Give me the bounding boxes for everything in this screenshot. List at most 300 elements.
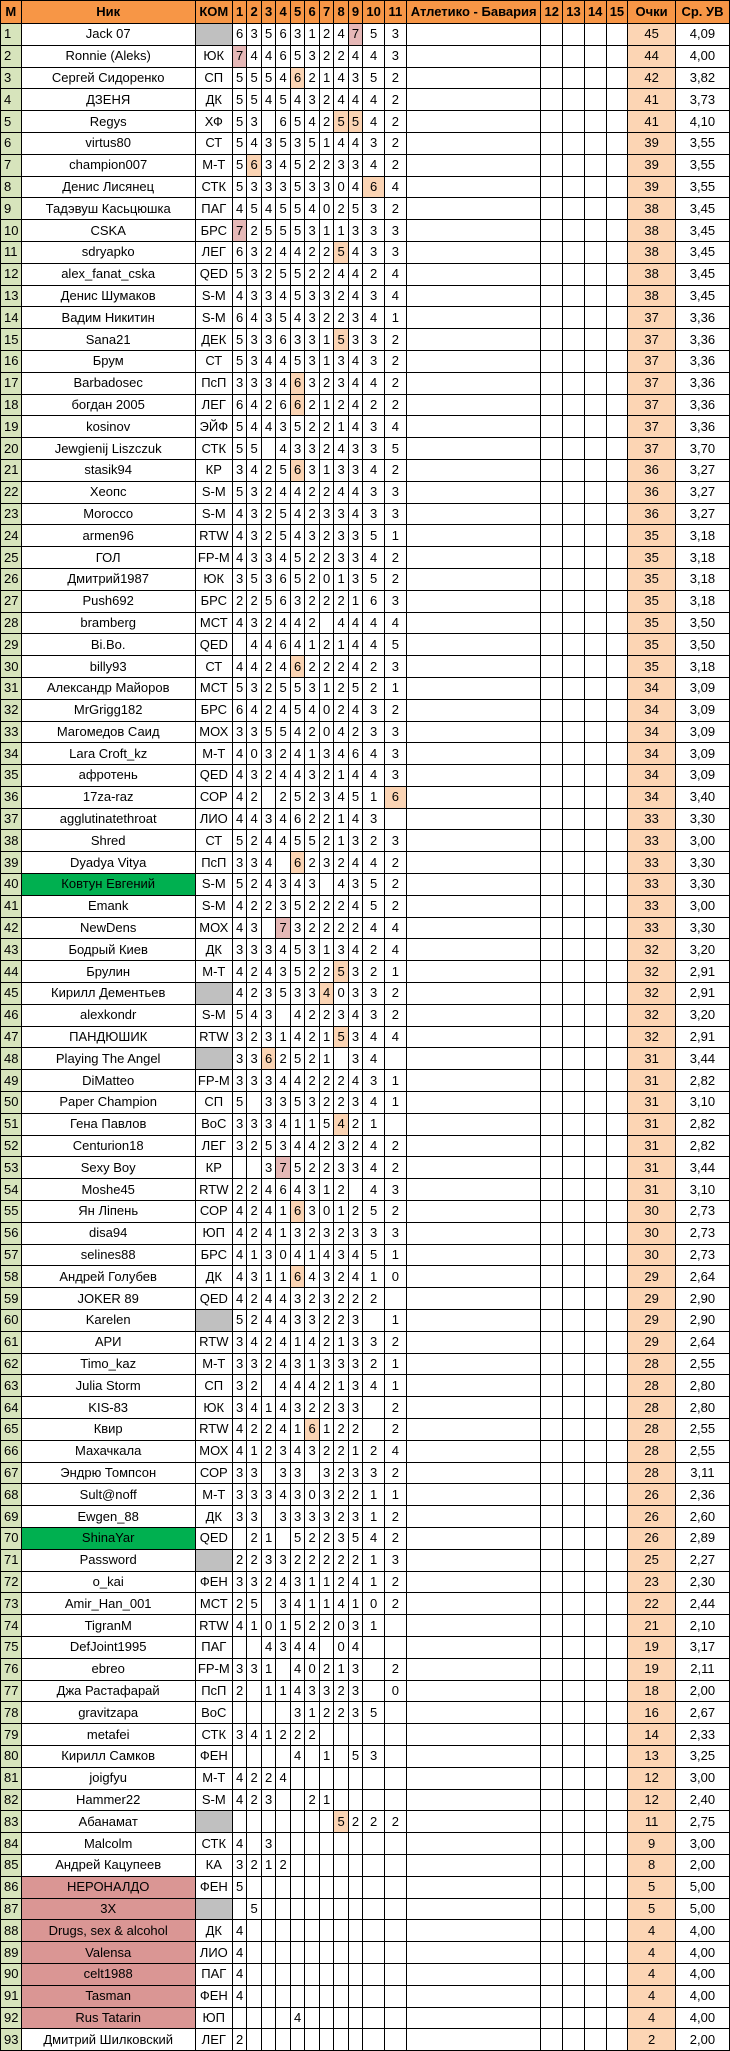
round-score-cell: 4 bbox=[348, 263, 362, 285]
round-score-cell: 2 bbox=[305, 721, 319, 743]
round-score-cell bbox=[541, 677, 563, 699]
round-score-cell bbox=[584, 198, 606, 220]
round-score-cell: 3 bbox=[276, 1440, 290, 1462]
round-score-cell bbox=[606, 307, 628, 329]
round-score-cell: 1 bbox=[319, 939, 333, 961]
round-score-cell bbox=[606, 67, 628, 89]
round-score-cell bbox=[385, 1942, 407, 1964]
round-score-cell: 4 bbox=[334, 786, 348, 808]
round-score-cell bbox=[563, 721, 585, 743]
round-score-cell bbox=[334, 1963, 348, 1985]
round-score-cell bbox=[541, 89, 563, 111]
table-row bbox=[1, 1179, 730, 1201]
round-score-cell: 4 bbox=[305, 111, 319, 133]
round-score-cell: 1 bbox=[319, 1571, 333, 1593]
rank-cell: 89 bbox=[1, 1942, 22, 1964]
points-cell: 4 bbox=[628, 1920, 676, 1942]
round-score-cell: 4 bbox=[232, 1288, 246, 1310]
round-score-cell: 0 bbox=[319, 568, 333, 590]
round-score-cell: 1 bbox=[319, 1179, 333, 1201]
round-score-cell: 3 bbox=[247, 263, 261, 285]
round-score-cell bbox=[261, 1745, 275, 1767]
round-score-cell: 7 bbox=[232, 45, 246, 67]
round-score-cell: 4 bbox=[385, 612, 407, 634]
round-score-cell: 3 bbox=[319, 176, 333, 198]
table-row bbox=[1, 590, 730, 612]
nickname-cell: disa94 bbox=[21, 1222, 195, 1244]
team-cell: RTW bbox=[195, 1026, 232, 1048]
round-score-cell bbox=[606, 372, 628, 394]
round-score-cell bbox=[276, 1658, 290, 1680]
points-cell: 8 bbox=[628, 1854, 676, 1876]
round-score-cell: 1 bbox=[319, 132, 333, 154]
nickname-cell: Дмитрий Шилковский bbox=[21, 2029, 195, 2051]
round-score-cell: 3 bbox=[319, 1462, 333, 1484]
table-row bbox=[1, 1070, 730, 1092]
round-score-cell bbox=[541, 263, 563, 285]
round-score-cell bbox=[563, 1135, 585, 1157]
round-score-cell: 2 bbox=[385, 1157, 407, 1179]
round-score-cell: 2 bbox=[305, 656, 319, 678]
team-cell: СП bbox=[195, 1092, 232, 1114]
match-cell bbox=[406, 1135, 541, 1157]
round-score-cell bbox=[584, 416, 606, 438]
round-score-cell: 4 bbox=[363, 612, 385, 634]
round-score-cell bbox=[541, 721, 563, 743]
round-score-cell: 2 bbox=[334, 1462, 348, 1484]
rank-cell: 78 bbox=[1, 1702, 22, 1724]
round-score-cell: 3 bbox=[276, 874, 290, 896]
average-cell: 2,80 bbox=[675, 1375, 729, 1397]
nickname-cell: Тадэвуш Касьцюшка bbox=[21, 198, 195, 220]
round-score-cell: 3 bbox=[232, 1048, 246, 1070]
round-score-cell: 2 bbox=[319, 241, 333, 263]
round-score-cell: 2 bbox=[363, 656, 385, 678]
round-score-cell: 2 bbox=[385, 983, 407, 1005]
round-score-cell: 4 bbox=[334, 481, 348, 503]
round-score-cell bbox=[541, 1985, 563, 2007]
rank-cell: 54 bbox=[1, 1179, 22, 1201]
round-score-cell: 4 bbox=[348, 503, 362, 525]
round-score-cell: 2 bbox=[334, 917, 348, 939]
nickname-cell: Кирилл Самков bbox=[21, 1745, 195, 1767]
round-score-cell: 2 bbox=[319, 634, 333, 656]
round-score-cell bbox=[563, 1440, 585, 1462]
round-score-cell: 3 bbox=[305, 939, 319, 961]
round-score-cell: 4 bbox=[363, 45, 385, 67]
round-score-cell: 5 bbox=[290, 547, 304, 569]
round-score-cell: 1 bbox=[385, 1375, 407, 1397]
round-score-cell: 5 bbox=[247, 1898, 261, 1920]
round-score-cell: 1 bbox=[305, 1353, 319, 1375]
match-cell bbox=[406, 677, 541, 699]
round-score-cell bbox=[261, 1920, 275, 1942]
round-score-cell bbox=[606, 1092, 628, 1114]
round-score-cell bbox=[363, 1680, 385, 1702]
round-score-cell: 2 bbox=[305, 590, 319, 612]
round-score-cell: 3 bbox=[348, 459, 362, 481]
table-row bbox=[1, 1942, 730, 1964]
round-score-cell: 2 bbox=[247, 1026, 261, 1048]
round-score-cell: 2 bbox=[385, 895, 407, 917]
match-cell bbox=[406, 765, 541, 787]
nickname-cell: ДЗЕНЯ bbox=[21, 89, 195, 111]
round-score-cell: 3 bbox=[247, 176, 261, 198]
round-score-cell bbox=[541, 1353, 563, 1375]
round-score-cell: 2 bbox=[319, 481, 333, 503]
round-score-cell bbox=[261, 917, 275, 939]
round-score-cell bbox=[290, 1767, 304, 1789]
round-score-cell: 4 bbox=[348, 176, 362, 198]
table-row bbox=[1, 1288, 730, 1310]
round-score-cell: 2 bbox=[348, 917, 362, 939]
round-score-cell: 3 bbox=[305, 1440, 319, 1462]
round-score-cell: 4 bbox=[363, 743, 385, 765]
round-score-cell: 3 bbox=[290, 1506, 304, 1528]
round-score-cell: 4 bbox=[348, 350, 362, 372]
round-score-cell bbox=[385, 1745, 407, 1767]
round-score-cell bbox=[606, 547, 628, 569]
round-score-cell bbox=[363, 1985, 385, 2007]
round-score-cell bbox=[606, 1375, 628, 1397]
round-score-cell bbox=[385, 1789, 407, 1811]
round-score-cell: 3 bbox=[261, 1113, 275, 1135]
round-score-cell: 3 bbox=[247, 1462, 261, 1484]
round-score-cell: 4 bbox=[232, 983, 246, 1005]
round-score-cell: 6 bbox=[290, 1266, 304, 1288]
round-score-cell: 4 bbox=[276, 154, 290, 176]
round-score-cell: 5 bbox=[290, 1615, 304, 1637]
round-score-cell bbox=[348, 1854, 362, 1876]
table-row bbox=[1, 874, 730, 896]
round-score-cell: 2 bbox=[305, 961, 319, 983]
round-score-cell bbox=[606, 1876, 628, 1898]
round-score-cell bbox=[563, 1266, 585, 1288]
round-score-cell bbox=[563, 176, 585, 198]
round-score-cell bbox=[385, 2007, 407, 2029]
round-score-cell bbox=[584, 852, 606, 874]
round-score-cell bbox=[319, 1767, 333, 1789]
round-score-cell: 2 bbox=[261, 263, 275, 285]
round-score-cell: 1 bbox=[305, 1702, 319, 1724]
round-score-cell: 0 bbox=[319, 1201, 333, 1223]
rank-cell: 74 bbox=[1, 1615, 22, 1637]
round-score-cell bbox=[584, 1288, 606, 1310]
round-score-cell: 4 bbox=[305, 1375, 319, 1397]
round-score-cell: 0 bbox=[319, 721, 333, 743]
round-score-cell: 5 bbox=[276, 525, 290, 547]
round-score-cell bbox=[584, 699, 606, 721]
table-row bbox=[1, 198, 730, 220]
round-score-cell: 2 bbox=[232, 1593, 246, 1615]
round-score-cell: 4 bbox=[348, 1244, 362, 1266]
round-score-cell bbox=[348, 2029, 362, 2051]
round-score-cell: 2 bbox=[334, 1506, 348, 1528]
round-score-cell: 4 bbox=[247, 307, 261, 329]
round-score-cell: 3 bbox=[348, 983, 362, 1005]
round-score-cell: 2 bbox=[334, 394, 348, 416]
round-score-cell bbox=[563, 1201, 585, 1223]
average-cell: 2,10 bbox=[675, 1615, 729, 1637]
round-score-cell: 2 bbox=[385, 1658, 407, 1680]
round-score-cell: 4 bbox=[232, 765, 246, 787]
round-score-cell: 2 bbox=[319, 1004, 333, 1026]
round-score-cell bbox=[232, 1157, 246, 1179]
round-score-cell: 3 bbox=[363, 1222, 385, 1244]
round-score-cell: 2 bbox=[305, 67, 319, 89]
round-score-cell bbox=[541, 45, 563, 67]
round-score-cell: 6 bbox=[276, 590, 290, 612]
round-score-cell: 5 bbox=[232, 263, 246, 285]
table-row bbox=[1, 1135, 730, 1157]
round-score-cell bbox=[563, 329, 585, 351]
round-score-cell: 3 bbox=[334, 1244, 348, 1266]
round-score-cell: 5 bbox=[334, 1026, 348, 1048]
round-score-cell: 5 bbox=[305, 132, 319, 154]
round-score-cell: 4 bbox=[319, 1244, 333, 1266]
round-score-cell bbox=[584, 350, 606, 372]
round-score-cell bbox=[606, 1484, 628, 1506]
round-score-cell bbox=[541, 1266, 563, 1288]
nickname-cell: Lara Croft_kz bbox=[21, 743, 195, 765]
round-score-cell: 4 bbox=[232, 895, 246, 917]
round-score-cell bbox=[606, 263, 628, 285]
rank-cell: 82 bbox=[1, 1789, 22, 1811]
round-score-cell: 1 bbox=[319, 677, 333, 699]
table-row bbox=[1, 1310, 730, 1332]
round-score-cell: 4 bbox=[232, 961, 246, 983]
round-score-cell bbox=[584, 1353, 606, 1375]
round-score-cell: 5 bbox=[348, 786, 362, 808]
round-score-cell: 3 bbox=[348, 438, 362, 460]
round-score-cell: 2 bbox=[319, 1702, 333, 1724]
round-score-cell bbox=[290, 1920, 304, 1942]
rank-cell: 46 bbox=[1, 1004, 22, 1026]
round-score-cell bbox=[563, 1397, 585, 1419]
round-score-cell: 4 bbox=[247, 394, 261, 416]
round-score-cell bbox=[276, 1811, 290, 1833]
round-score-cell: 0 bbox=[334, 176, 348, 198]
round-score-cell bbox=[319, 1854, 333, 1876]
round-score-cell: 2 bbox=[363, 1440, 385, 1462]
rank-cell: 3 bbox=[1, 67, 22, 89]
round-score-cell: 1 bbox=[261, 1266, 275, 1288]
round-score-cell: 4 bbox=[290, 1244, 304, 1266]
rank-cell: 33 bbox=[1, 721, 22, 743]
rank-cell: 8 bbox=[1, 176, 22, 198]
round-score-cell bbox=[563, 612, 585, 634]
round-score-cell bbox=[261, 111, 275, 133]
round-score-cell bbox=[606, 1288, 628, 1310]
round-score-cell bbox=[563, 1615, 585, 1637]
rank-cell: 17 bbox=[1, 372, 22, 394]
round-score-cell: 2 bbox=[334, 677, 348, 699]
round-score-cell: 3 bbox=[232, 1331, 246, 1353]
rank-cell: 88 bbox=[1, 1920, 22, 1942]
round-score-cell bbox=[584, 1593, 606, 1615]
round-score-cell: 4 bbox=[348, 939, 362, 961]
round-score-cell bbox=[563, 2029, 585, 2051]
round-score-cell: 2 bbox=[334, 1419, 348, 1441]
round-score-cell: 5 bbox=[247, 67, 261, 89]
match-cell bbox=[406, 1048, 541, 1070]
round-score-cell: 7 bbox=[276, 917, 290, 939]
round-score-cell: 2 bbox=[305, 895, 319, 917]
round-score-cell bbox=[541, 1048, 563, 1070]
round-score-cell: 4 bbox=[261, 961, 275, 983]
round-score-cell bbox=[563, 1527, 585, 1549]
round-score-cell: 3 bbox=[385, 241, 407, 263]
round-score-cell bbox=[541, 1419, 563, 1441]
average-cell: 5,00 bbox=[675, 1876, 729, 1898]
nickname-cell: Ковтун Евгений bbox=[21, 874, 195, 896]
points-cell: 35 bbox=[628, 525, 676, 547]
round-score-cell bbox=[541, 503, 563, 525]
round-score-cell: 4 bbox=[232, 612, 246, 634]
round-score-cell: 2 bbox=[305, 808, 319, 830]
round-score-cell: 2 bbox=[247, 1222, 261, 1244]
round-score-cell: 4 bbox=[261, 350, 275, 372]
round-score-cell bbox=[606, 1985, 628, 2007]
round-score-cell: 2 bbox=[348, 1113, 362, 1135]
average-cell: 3,27 bbox=[675, 503, 729, 525]
match-cell bbox=[406, 939, 541, 961]
round-score-cell: 2 bbox=[334, 1179, 348, 1201]
round-score-cell: 5 bbox=[363, 874, 385, 896]
round-score-cell: 4 bbox=[232, 547, 246, 569]
round-score-cell bbox=[563, 1571, 585, 1593]
round-score-cell bbox=[541, 459, 563, 481]
round-score-cell: 6 bbox=[276, 111, 290, 133]
round-score-cell: 3 bbox=[348, 1092, 362, 1114]
column-header: Атлетико - Бавария bbox=[406, 1, 541, 24]
table-row bbox=[1, 1113, 730, 1135]
round-score-cell: 3 bbox=[334, 154, 348, 176]
round-score-cell: 3 bbox=[261, 568, 275, 590]
round-score-cell: 5 bbox=[232, 154, 246, 176]
round-score-cell bbox=[276, 1789, 290, 1811]
round-score-cell bbox=[606, 1331, 628, 1353]
column-header: 5 bbox=[290, 1, 304, 24]
round-score-cell bbox=[563, 241, 585, 263]
round-score-cell: 2 bbox=[247, 1375, 261, 1397]
round-score-cell bbox=[563, 154, 585, 176]
round-score-cell: 1 bbox=[319, 1745, 333, 1767]
team-cell: ПсП bbox=[195, 1680, 232, 1702]
round-score-cell bbox=[261, 2029, 275, 2051]
round-score-cell bbox=[584, 1898, 606, 1920]
round-score-cell bbox=[541, 67, 563, 89]
round-score-cell: 5 bbox=[290, 45, 304, 67]
round-score-cell: 2 bbox=[319, 438, 333, 460]
round-score-cell: 2 bbox=[348, 1549, 362, 1571]
round-score-cell: 3 bbox=[348, 1506, 362, 1528]
team-cell: БРС bbox=[195, 590, 232, 612]
round-score-cell bbox=[541, 285, 563, 307]
table-row bbox=[1, 1353, 730, 1375]
table-row bbox=[1, 416, 730, 438]
round-score-cell: 2 bbox=[305, 786, 319, 808]
round-score-cell: 4 bbox=[232, 1942, 246, 1964]
round-score-cell: 3 bbox=[348, 1331, 362, 1353]
round-score-cell bbox=[541, 1244, 563, 1266]
rank-cell: 69 bbox=[1, 1506, 22, 1528]
round-score-cell: 3 bbox=[348, 547, 362, 569]
round-score-cell bbox=[363, 1419, 385, 1441]
round-score-cell: 1 bbox=[319, 220, 333, 242]
nickname-cell: DiMatteo bbox=[21, 1070, 195, 1092]
round-score-cell: 3 bbox=[348, 1375, 362, 1397]
round-score-cell bbox=[290, 1963, 304, 1985]
match-cell bbox=[406, 721, 541, 743]
team-cell: RTW bbox=[195, 1331, 232, 1353]
round-score-cell bbox=[584, 1985, 606, 2007]
rank-cell: 72 bbox=[1, 1571, 22, 1593]
round-score-cell bbox=[563, 1288, 585, 1310]
round-score-cell: 5 bbox=[232, 1092, 246, 1114]
round-score-cell: 5 bbox=[290, 416, 304, 438]
round-score-cell bbox=[584, 111, 606, 133]
nickname-cell: Sana21 bbox=[21, 329, 195, 351]
round-score-cell: 4 bbox=[232, 1419, 246, 1441]
table-row bbox=[1, 1375, 730, 1397]
round-score-cell: 1 bbox=[261, 1658, 275, 1680]
round-score-cell: 3 bbox=[261, 1244, 275, 1266]
nickname-cell: DefJoint1995 bbox=[21, 1636, 195, 1658]
nickname-cell: Paper Champion bbox=[21, 1092, 195, 1114]
round-score-cell: 3 bbox=[363, 241, 385, 263]
round-score-cell: 4 bbox=[290, 2007, 304, 2029]
round-score-cell: 3 bbox=[290, 1702, 304, 1724]
round-score-cell: 3 bbox=[334, 503, 348, 525]
round-score-cell: 3 bbox=[305, 176, 319, 198]
round-score-cell: 4 bbox=[276, 1375, 290, 1397]
nickname-cell: Сергей Сидоренко bbox=[21, 67, 195, 89]
round-score-cell bbox=[334, 1854, 348, 1876]
round-score-cell bbox=[584, 394, 606, 416]
round-score-cell: 3 bbox=[290, 1222, 304, 1244]
average-cell: 3,36 bbox=[675, 372, 729, 394]
round-score-cell bbox=[541, 1854, 563, 1876]
points-cell: 38 bbox=[628, 263, 676, 285]
nickname-cell: Jack 07 bbox=[21, 24, 195, 46]
round-score-cell: 4 bbox=[261, 1179, 275, 1201]
round-score-cell: 4 bbox=[348, 765, 362, 787]
round-score-cell: 3 bbox=[305, 525, 319, 547]
average-cell: 3,17 bbox=[675, 1636, 729, 1658]
points-cell: 31 bbox=[628, 1092, 676, 1114]
table-row bbox=[1, 1985, 730, 2007]
round-score-cell bbox=[563, 285, 585, 307]
round-score-cell bbox=[276, 852, 290, 874]
round-score-cell: 5 bbox=[348, 111, 362, 133]
round-score-cell bbox=[584, 1506, 606, 1528]
points-cell: 2 bbox=[628, 2029, 676, 2051]
round-score-cell bbox=[563, 786, 585, 808]
nickname-cell: billy93 bbox=[21, 656, 195, 678]
round-score-cell bbox=[584, 656, 606, 678]
round-score-cell bbox=[606, 45, 628, 67]
rank-cell: 24 bbox=[1, 525, 22, 547]
round-score-cell: 3 bbox=[261, 285, 275, 307]
average-cell: 3,30 bbox=[675, 874, 729, 896]
table-row bbox=[1, 699, 730, 721]
round-score-cell: 3 bbox=[385, 830, 407, 852]
round-score-cell: 4 bbox=[290, 1070, 304, 1092]
round-score-cell: 4 bbox=[334, 612, 348, 634]
round-score-cell: 4 bbox=[247, 45, 261, 67]
round-score-cell bbox=[563, 67, 585, 89]
